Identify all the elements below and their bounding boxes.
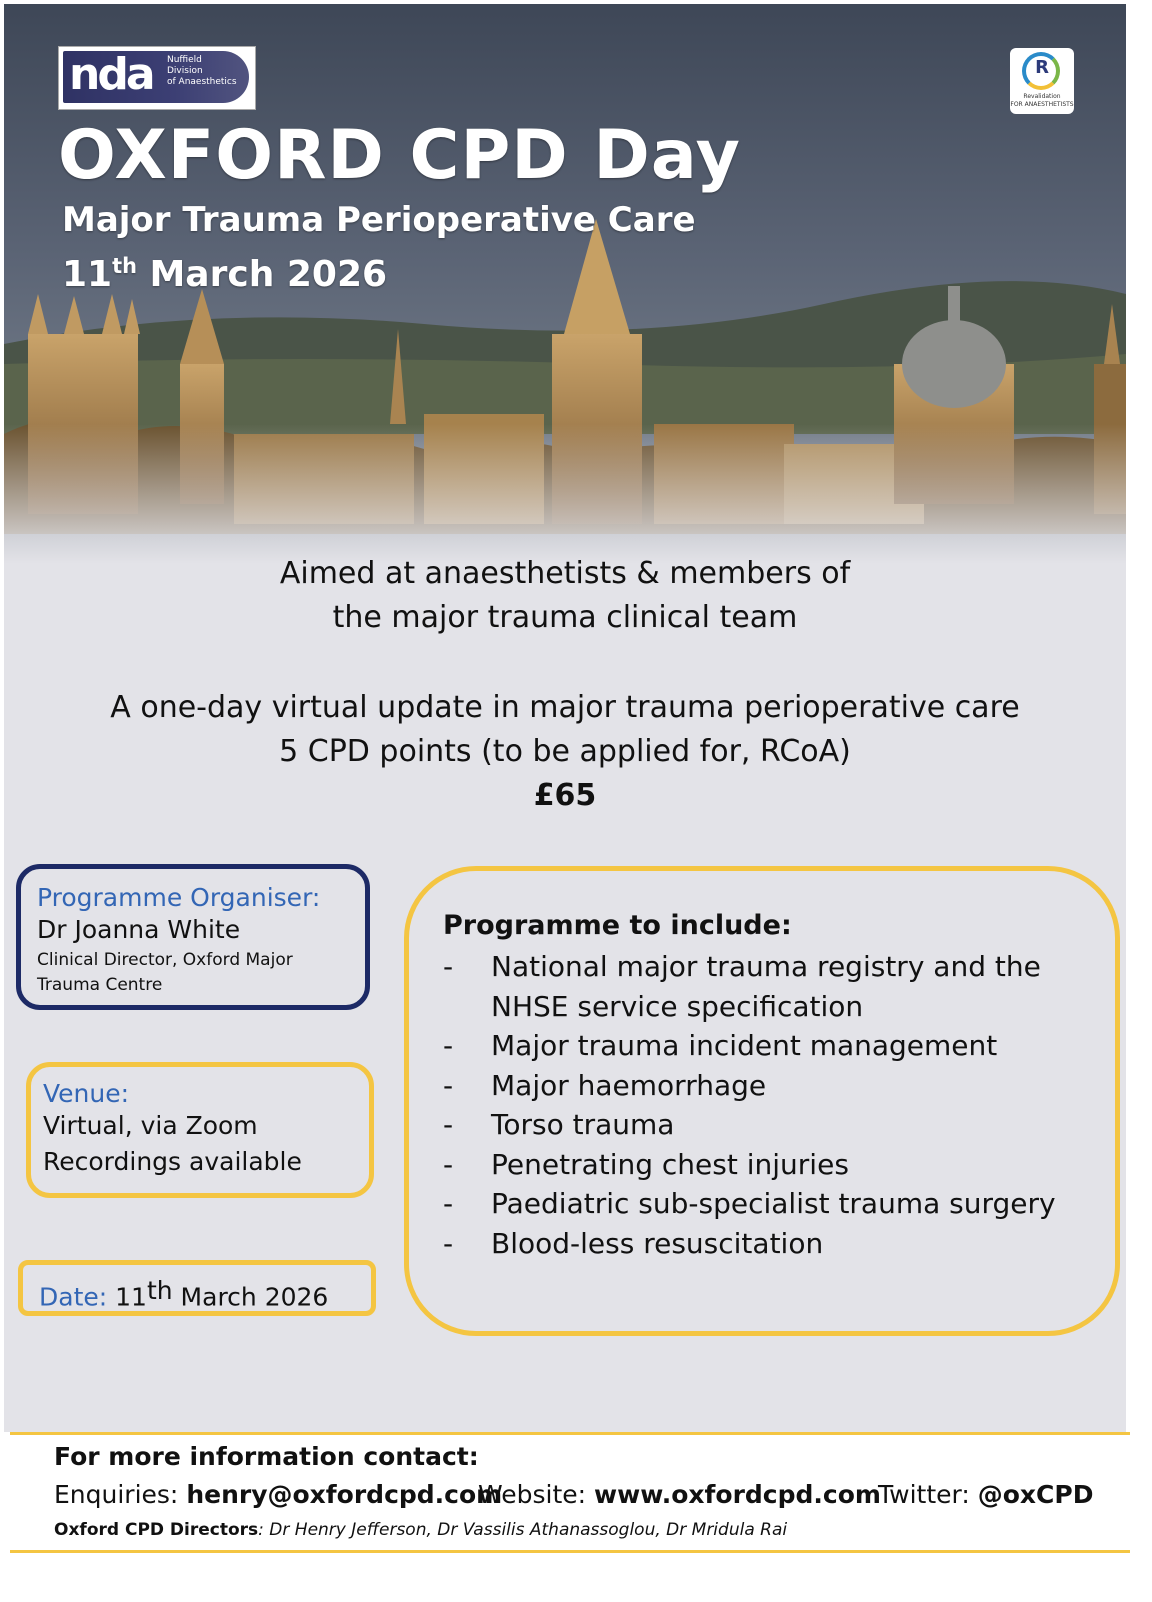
audience-text bbox=[4, 552, 1126, 640]
directors-label: Oxford CPD Directors bbox=[54, 1520, 259, 1540]
hero-date-rest: March 2026 bbox=[136, 254, 388, 295]
directors-names: : Dr Henry Jefferson, Dr Vassilis Athanassoglou, Dr Mridula Rai bbox=[258, 1520, 788, 1540]
dash: - bbox=[443, 1108, 454, 1141]
page-subtitle: Major Trauma Perioperative Care bbox=[62, 200, 696, 240]
venue-line: Virtual, via Zoom bbox=[43, 1111, 258, 1140]
cpd-points-line: 5 CPD points (to be applied for, RCoA) bbox=[279, 734, 851, 769]
programme-item-text: Major haemorrhage bbox=[491, 1068, 767, 1102]
programme-item-text: National major trauma registry and the bbox=[491, 950, 1041, 983]
organiser-role: Clinical Director, Oxford Major bbox=[37, 950, 293, 970]
nda-logo-text-line: of Anaesthetics bbox=[167, 77, 237, 87]
hero-date-suffix: th bbox=[112, 254, 137, 278]
dash: - bbox=[443, 1068, 454, 1102]
programme-item bbox=[443, 947, 1081, 987]
date-day: 11 bbox=[107, 1282, 147, 1312]
footer-divider-bottom bbox=[10, 1550, 1130, 1553]
footer-divider-top bbox=[10, 1432, 1130, 1435]
audience-line: Aimed at anaesthetists & members of bbox=[279, 556, 851, 591]
revalidation-logo bbox=[1010, 48, 1074, 114]
flyer bbox=[4, 4, 1126, 1432]
date-rest: March 2026 bbox=[172, 1282, 329, 1312]
hero-banner bbox=[4, 4, 1126, 564]
dash: - bbox=[443, 1226, 454, 1260]
venue-box bbox=[26, 1062, 374, 1198]
hero-date bbox=[62, 254, 387, 295]
event-summary bbox=[4, 686, 1126, 818]
programme-item bbox=[443, 1105, 1081, 1145]
website-label: Website: bbox=[478, 1480, 595, 1509]
programme-item-text: Blood-less resuscitation bbox=[491, 1226, 824, 1260]
website bbox=[478, 1480, 881, 1509]
programme-item bbox=[443, 1066, 1081, 1106]
nda-logo-text bbox=[167, 55, 247, 88]
page-title: OXFORD CPD Day bbox=[58, 116, 741, 195]
date-suffix: th bbox=[146, 1276, 173, 1305]
twitter-label: Twitter: bbox=[878, 1480, 978, 1509]
audience-line: the major trauma clinical team bbox=[332, 600, 798, 635]
price: £65 bbox=[533, 778, 597, 813]
programme-item bbox=[443, 1224, 1081, 1264]
revalidation-letter: R bbox=[1035, 57, 1049, 78]
dash: - bbox=[443, 1187, 454, 1220]
organiser-role: Trauma Centre bbox=[37, 975, 163, 995]
programme-item bbox=[443, 1026, 1081, 1066]
nda-logo-text-line: Division bbox=[167, 66, 203, 76]
contact-heading: For more information contact: bbox=[54, 1442, 479, 1471]
dash: - bbox=[443, 1029, 454, 1062]
nda-logo-text-line: Nuffield bbox=[167, 55, 202, 65]
nda-logo bbox=[58, 46, 256, 110]
revalidation-text bbox=[1010, 93, 1074, 109]
nda-logo-letters: nda bbox=[69, 49, 153, 100]
programme-item-continued bbox=[443, 987, 1081, 1027]
programme-item-text: Paediatric sub-specialist trauma surgery bbox=[491, 1187, 1056, 1220]
programme-item bbox=[443, 1184, 1081, 1224]
programme-title: Programme to include: bbox=[443, 910, 792, 941]
twitter-handle-link[interactable]: @oxCPD bbox=[977, 1480, 1094, 1509]
dash: - bbox=[443, 1147, 454, 1181]
revalidation-subtext: FOR ANAESTHETISTS bbox=[1010, 101, 1074, 108]
website-link[interactable]: www.oxfordcpd.com bbox=[594, 1480, 881, 1509]
revalidation-text-line: Revalidation bbox=[1023, 93, 1061, 100]
venue-label: Venue: bbox=[43, 1079, 130, 1108]
programme-box bbox=[404, 866, 1120, 1336]
date-label: Date: bbox=[39, 1282, 108, 1312]
venue-line: Recordings available bbox=[43, 1147, 302, 1176]
programme-item-text: Torso trauma bbox=[491, 1108, 675, 1141]
dash: - bbox=[443, 950, 454, 983]
organiser-label: Programme Organiser: bbox=[37, 883, 321, 912]
programme-item-text: Penetrating chest injuries bbox=[491, 1147, 849, 1181]
enquiries-label: Enquiries: bbox=[54, 1480, 187, 1509]
date-box bbox=[18, 1260, 376, 1316]
enquiries bbox=[54, 1480, 502, 1509]
update-line: A one-day virtual update in major trauma perioperative care bbox=[110, 690, 1020, 725]
enquiries-email-link[interactable]: henry@oxfordcpd.com bbox=[186, 1480, 503, 1509]
organiser-name: Dr Joanna White bbox=[37, 915, 241, 944]
organiser-box bbox=[16, 864, 370, 1010]
programme-item-text: NHSE service specification bbox=[491, 989, 864, 1023]
directors bbox=[54, 1520, 787, 1540]
twitter bbox=[878, 1480, 1093, 1509]
programme-list bbox=[443, 947, 1081, 1263]
programme-item-text: Major trauma incident management bbox=[491, 1029, 998, 1062]
hero-date-day: 11 bbox=[62, 254, 113, 295]
contact-footer bbox=[0, 1432, 1152, 1602]
programme-item bbox=[443, 1145, 1081, 1185]
